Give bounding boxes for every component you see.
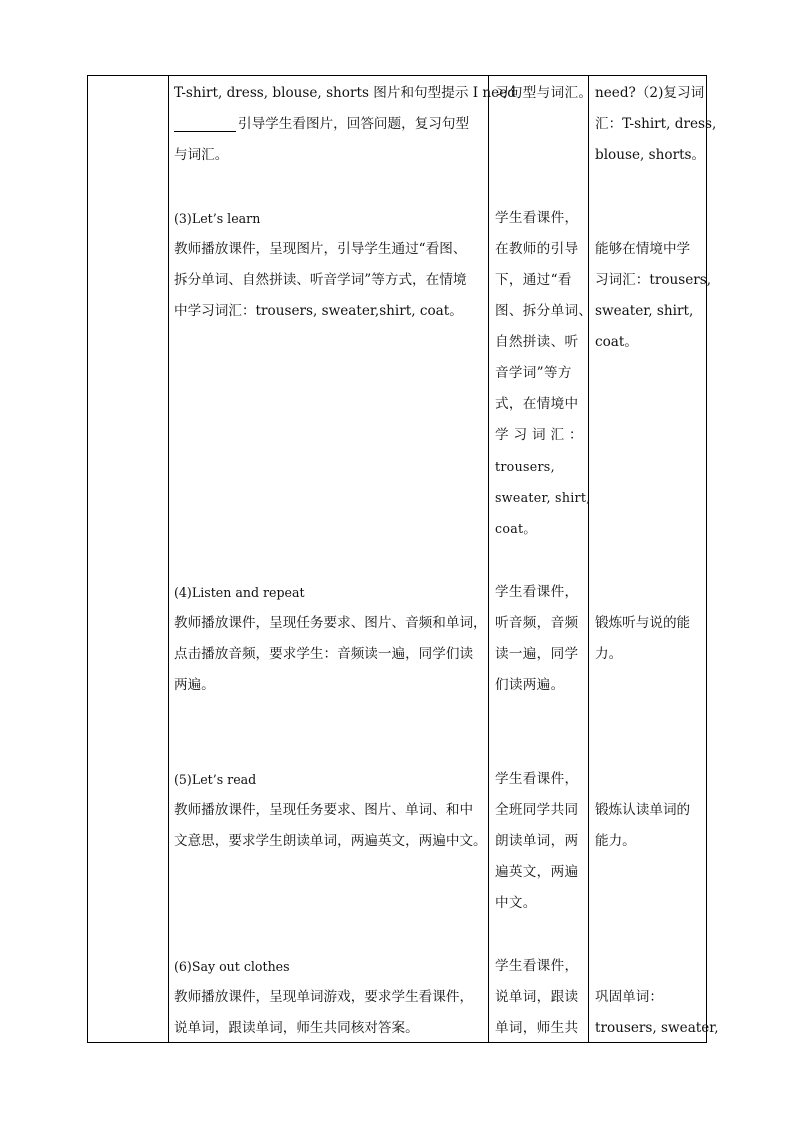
section-lets-learn	[174, 203, 484, 327]
student-line: 中文。	[495, 895, 537, 911]
empty-first-column	[88, 76, 168, 1042]
fill-in-blank	[174, 111, 236, 132]
lesson-plan-table	[87, 75, 719, 1043]
student-line: 听音频，音频	[495, 615, 579, 631]
intent-line: coat。	[595, 334, 638, 350]
intent-line: need?（2)复习词	[595, 85, 705, 101]
section-lets-read	[174, 764, 487, 857]
section-line: 教师播放课件，呈现任务要求、图片、音频和单词，	[174, 615, 487, 631]
student-line: 全班同学共同	[495, 802, 579, 818]
intent-line: 能够在情境中学	[595, 241, 691, 257]
student-line: 单词，师生共	[495, 1020, 579, 1036]
section-line: 教师播放课件，呈现任务要求、图片、单词、和中	[174, 802, 474, 818]
student-line: 们读两遍。	[495, 677, 565, 693]
student-say-out-clothes	[495, 951, 584, 1044]
student-listen-repeat	[495, 577, 584, 701]
section-line: 教师播放课件，呈现图片，引导学生通过“看图、	[174, 241, 467, 257]
intent-line: 锻炼认读单词的	[595, 802, 691, 818]
student-line: 在教师的引导	[495, 241, 579, 257]
student-line: 学 习 词 汇 ：	[495, 427, 583, 443]
section-line: 文意思，要求学生朗读单词，两遍英文，两遍中文。	[174, 833, 487, 849]
intent-lets-learn	[595, 234, 712, 358]
intro-block	[595, 78, 717, 171]
intent-line: 巩固单词：	[595, 989, 663, 1005]
section-line: 点击播放音频，要求学生：音频读一遍，同学们读	[174, 646, 474, 662]
intent-line: blouse, shorts。	[595, 147, 706, 163]
section-title: (3)Let’s learn	[174, 211, 261, 226]
section-line: 中学习词汇：trousers, sweater,shirt, coat。	[174, 303, 463, 319]
student-line: 式，在情境中	[495, 396, 579, 412]
intro-line: T-shirt, dress, blouse, shorts 图片和句型提示 I need	[174, 85, 516, 101]
student-lets-read	[495, 764, 584, 919]
intent-line: 力。	[595, 646, 623, 662]
student-line: 读一遍，同学	[495, 646, 579, 662]
design-intent-column	[589, 76, 719, 1042]
student-line: 学生看课件，	[495, 958, 579, 974]
student-line: coat。	[495, 521, 537, 536]
intent-line: 习词汇：trousers,	[595, 272, 712, 288]
section-line: 两遍。	[174, 677, 215, 693]
student-line: 学生看课件，	[495, 771, 579, 787]
student-line: 自然拼读、听	[495, 334, 579, 350]
intent-say-out-clothes	[595, 982, 719, 1044]
intent-lets-read	[595, 795, 703, 857]
section-title: (5)Let’s read	[174, 772, 257, 787]
intent-listen-repeat	[595, 608, 703, 670]
student-line: trousers,	[495, 459, 555, 474]
student-line: 音学词”等方	[495, 365, 572, 381]
intro-line: 与词汇。	[174, 147, 229, 163]
intent-line: 能力。	[595, 833, 636, 849]
section-line: 拆分单词、自然拼读、听音学词”等方式，在情境	[174, 272, 467, 288]
intro-text: 引导学生看图片，回答问题，复习句型	[238, 116, 470, 132]
student-line: 学生看课件，	[495, 584, 579, 600]
student-activity-column	[489, 76, 593, 1042]
intent-line: 锻炼听与说的能	[595, 615, 691, 631]
student-line: 遍英文，两遍	[495, 864, 579, 880]
intent-line: sweater, shirt,	[595, 303, 694, 319]
section-listen-repeat	[174, 577, 487, 701]
intro-block	[495, 78, 593, 109]
student-line: 习句型与词汇。	[495, 85, 593, 101]
intro-line	[174, 109, 484, 140]
section-line: 说单词，跟读单词，师生共同核对答案。	[174, 1020, 419, 1036]
student-line: 学生看课件，	[495, 210, 579, 226]
section-line: 教师播放课件，呈现单词游戏，要求学生看课件，	[174, 989, 474, 1005]
student-line: sweater, shirt,	[495, 490, 591, 505]
student-line: 图、拆分单词、	[495, 303, 593, 319]
intent-line: trousers, sweater,	[595, 1020, 719, 1036]
intent-line: 汇：T-shirt, dress,	[595, 116, 717, 132]
student-line: 朗读单词，两	[495, 833, 579, 849]
student-line: 说单词，跟读	[495, 989, 579, 1005]
student-lets-learn	[495, 203, 593, 544]
student-line: 下，通过“看	[495, 272, 572, 288]
teacher-activity-column	[168, 76, 516, 1042]
intro-block	[174, 78, 516, 171]
section-say-out-clothes	[174, 951, 484, 1044]
section-title: (4)Listen and repeat	[174, 585, 305, 600]
section-title: (6)Say out clothes	[174, 959, 290, 974]
